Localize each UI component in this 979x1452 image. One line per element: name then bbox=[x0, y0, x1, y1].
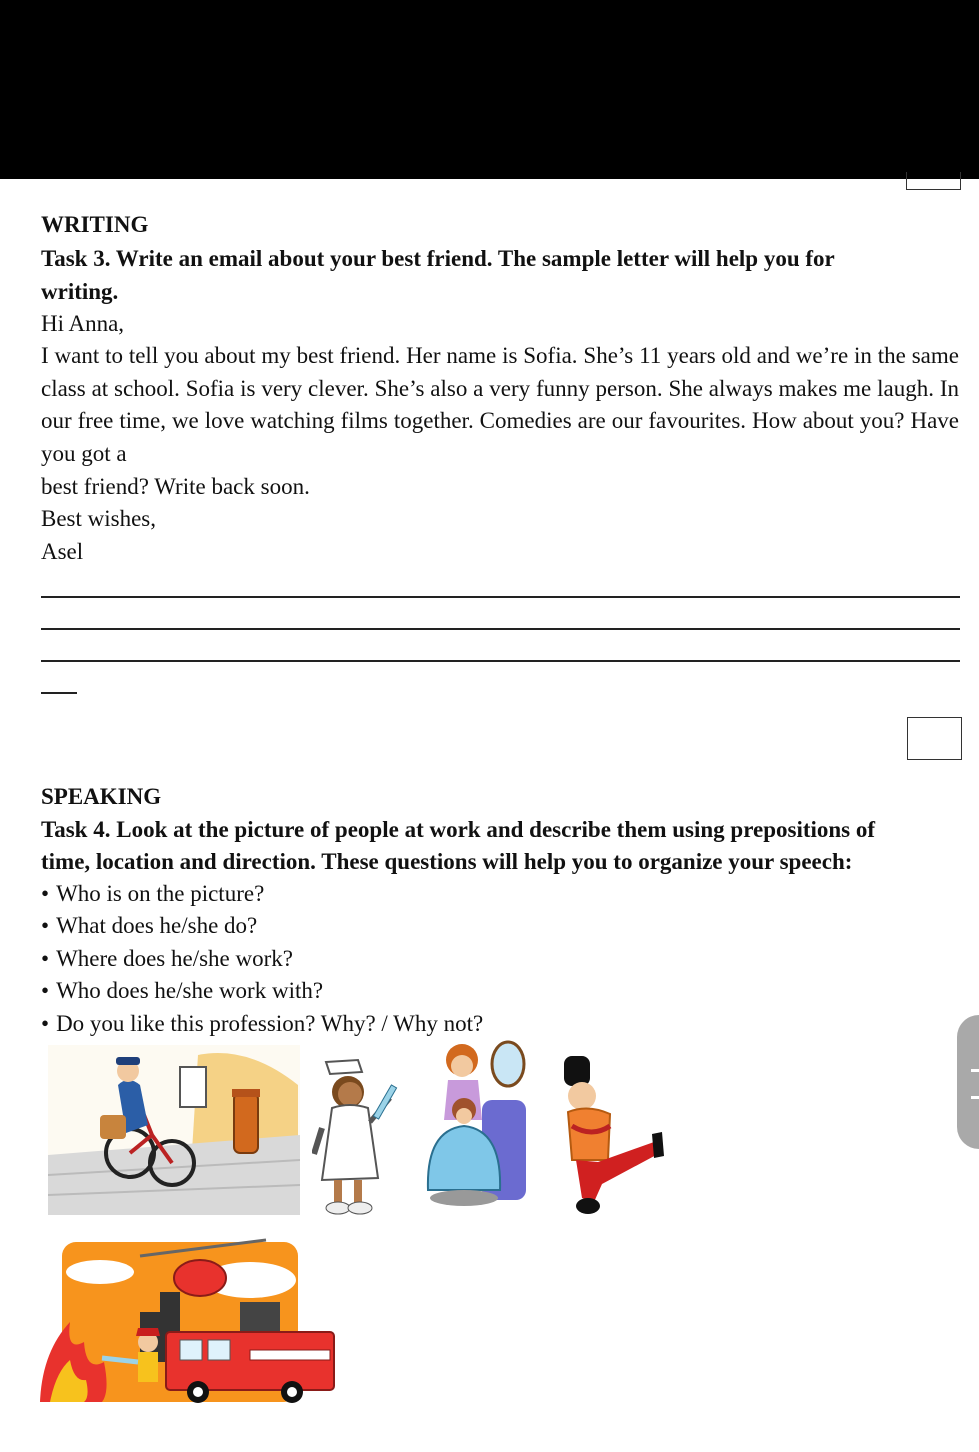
question-item: • Who is on the picture? bbox=[41, 878, 483, 910]
postman-illustration bbox=[48, 1045, 300, 1215]
question-item: • Who does he/she work with? bbox=[41, 975, 483, 1007]
score-box bbox=[906, 172, 961, 190]
answer-line bbox=[41, 596, 960, 598]
letter-body: I want to tell you about my best friend. Her name is Sofia. She’s 11 years old and we’re in the same class at school. Sofia is very clever. She’s also a very funny person. She always makes me laugh. In our free time, we love watching films together. Comedies are our favourites. How about you? Have you got a bbox=[41, 343, 959, 466]
score-box bbox=[907, 717, 962, 760]
question-list bbox=[41, 878, 483, 1040]
letter-signature: Asel bbox=[41, 539, 84, 564]
answer-line-short bbox=[41, 692, 77, 694]
dancer-illustration bbox=[558, 1052, 668, 1220]
task4-line2: time, location and direction. These questions will help you to organize your speech: bbox=[41, 849, 853, 874]
answer-line bbox=[41, 660, 960, 662]
answer-line bbox=[41, 628, 960, 630]
question-item: • Do you like this profession? Why? / Why not? bbox=[41, 1008, 483, 1040]
task3-line2: writing. bbox=[41, 279, 119, 304]
task3-line1: Task 3. Write an email about your best friend. The sample letter will help you for bbox=[41, 246, 835, 271]
speaking-heading: SPEAKING bbox=[41, 784, 162, 809]
side-panel-handle[interactable] bbox=[957, 1015, 979, 1149]
hairdresser-illustration bbox=[422, 1040, 532, 1210]
letter-closing: Best wishes, bbox=[41, 506, 156, 531]
black-redacted-header bbox=[0, 0, 979, 179]
task4-line1: Task 4. Look at the picture of people at work and describe them using prepositions of bbox=[41, 817, 876, 842]
firefighter-illustration bbox=[40, 1232, 336, 1404]
letter-greeting: Hi Anna, bbox=[41, 311, 125, 336]
letter-body-last-line: best friend? Write back soon. bbox=[41, 474, 310, 499]
writing-heading: WRITING bbox=[41, 212, 149, 237]
nurse-illustration bbox=[312, 1058, 402, 1216]
question-item: • Where does he/she work? bbox=[41, 943, 483, 975]
question-item: • What does he/she do? bbox=[41, 910, 483, 942]
